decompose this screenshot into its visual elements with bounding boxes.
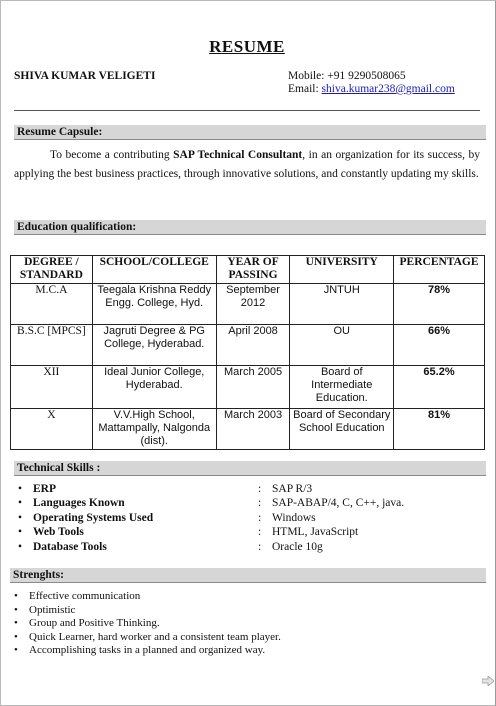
bullet-icon: •: [14, 644, 18, 656]
list-item: [14, 590, 480, 604]
year-cell: April 2008: [216, 325, 290, 366]
page-title: RESUME: [209, 37, 285, 56]
skills-list: [14, 482, 480, 554]
skill-value: SAP-ABAP/4, C, C++, java.: [272, 497, 405, 510]
list-item: [14, 525, 480, 539]
degree-cell: M.C.A: [11, 284, 93, 325]
percentage-cell: 66%: [394, 325, 485, 366]
skill-label: Operating Systems Used: [33, 511, 154, 524]
school-cell: Ideal Junior College, Hyderabad.: [92, 366, 216, 409]
percentage-cell: 78%: [394, 284, 485, 325]
mobile-number: +91 9290508065: [327, 70, 406, 82]
school-cell: V.V.High School, Mattampally, Nalgonda (dist).: [92, 409, 216, 450]
skill-value: SAP R/3: [272, 483, 313, 495]
divider: [14, 110, 480, 111]
list-item: [14, 540, 480, 554]
separator: :: [258, 511, 262, 524]
strength-text: Optimistic: [29, 603, 76, 616]
strength-text: Group and Positive Thinking.: [29, 617, 160, 629]
separator: :: [258, 526, 262, 539]
column-header: SCHOOL/COLLEGE: [92, 256, 216, 284]
skill-label: Web Tools: [33, 526, 84, 539]
university-cell: OU: [290, 325, 394, 366]
column-header: PERCENTAGE: [394, 256, 485, 284]
university-cell: Board of Secondary School Education: [290, 409, 394, 450]
skill-label: Languages Known: [33, 497, 125, 510]
percentage-cell: 81%: [394, 409, 485, 450]
bullet-icon: •: [18, 511, 23, 524]
table-row: [11, 366, 485, 409]
list-item: [14, 496, 480, 510]
bullet-icon: •: [18, 526, 23, 539]
bullet-icon: •: [18, 540, 23, 553]
bullet-icon: •: [18, 497, 23, 510]
column-header: UNIVERSITY: [290, 256, 394, 284]
separator: :: [258, 540, 262, 553]
section-heading-capsule: Resume Capsule:: [14, 125, 486, 140]
bullet-icon: •: [14, 630, 18, 643]
year-cell: March 2003: [216, 409, 290, 450]
bullet-icon: •: [14, 603, 18, 616]
degree-cell: XII: [11, 366, 93, 409]
target-role: SAP Technical Consultant: [173, 149, 303, 161]
education-table: [10, 255, 485, 450]
bullet-icon: •: [18, 483, 23, 495]
section-heading-skills: Technical Skills :: [14, 461, 486, 476]
list-item: [14, 617, 480, 631]
arrow-right-icon[interactable]: [482, 676, 494, 686]
list-item: [14, 511, 480, 525]
mobile-label: Mobile:: [288, 70, 325, 82]
percentage-cell: 65.2%: [394, 366, 485, 409]
email-line: [288, 83, 455, 96]
bullet-icon: •: [14, 617, 18, 629]
separator: :: [258, 497, 262, 510]
separator: :: [258, 483, 262, 495]
school-cell: Teegala Krishna Reddy Engg. College, Hyd.: [92, 284, 216, 325]
email-link[interactable]: shiva.kumar238@gmail.com: [321, 83, 455, 95]
degree-cell: B.S.C [MPCS]: [11, 325, 93, 366]
contact-block: [288, 70, 455, 96]
bullet-icon: •: [14, 590, 18, 602]
section-heading-strengths: Strenghts:: [10, 568, 486, 583]
year-cell: March 2005: [216, 366, 290, 409]
candidate-name: SHIVA KUMAR VELIGETI: [14, 70, 156, 82]
list-item: [14, 482, 480, 496]
section-heading-education: Education qualification:: [14, 220, 486, 235]
email-label: Email:: [288, 83, 319, 95]
skill-value: HTML, JavaScript: [272, 526, 359, 539]
list-item: [14, 604, 480, 618]
column-header: YEAR OF PASSING: [216, 256, 290, 284]
school-cell: Jagruti Degree & PG College, Hyderabad.: [92, 325, 216, 366]
university-cell: Board of Intermediate Education.: [290, 366, 394, 409]
list-item: [14, 631, 480, 645]
mobile-line: [288, 70, 455, 83]
list-item: [14, 644, 480, 658]
capsule-text: To become a contributing SAP Technical Consultant, in an organization for its success, by applying the best business practices, through innovative solutions, and constantly updating my skills.: [14, 149, 480, 180]
skill-value: Windows: [272, 511, 316, 524]
skill-label: Database Tools: [33, 540, 107, 553]
degree-cell: X: [11, 409, 93, 450]
table-row: [11, 284, 485, 325]
year-cell: September 2012: [216, 284, 290, 325]
table-header-row: [11, 256, 485, 284]
strength-text: Effective communication: [29, 590, 141, 602]
table-row: [11, 409, 485, 450]
strength-text: Quick Learner, hard worker and a consistent team player.: [29, 630, 281, 643]
column-header: DEGREE / STANDARD: [11, 256, 93, 284]
strengths-list: [14, 590, 480, 658]
table-row: [11, 325, 485, 366]
university-cell: JNTUH: [290, 284, 394, 325]
skill-value: Oracle 10g: [272, 540, 323, 553]
skill-label: ERP: [33, 483, 56, 495]
strength-text: Accomplishing tasks in a planned and organized way.: [29, 644, 266, 656]
